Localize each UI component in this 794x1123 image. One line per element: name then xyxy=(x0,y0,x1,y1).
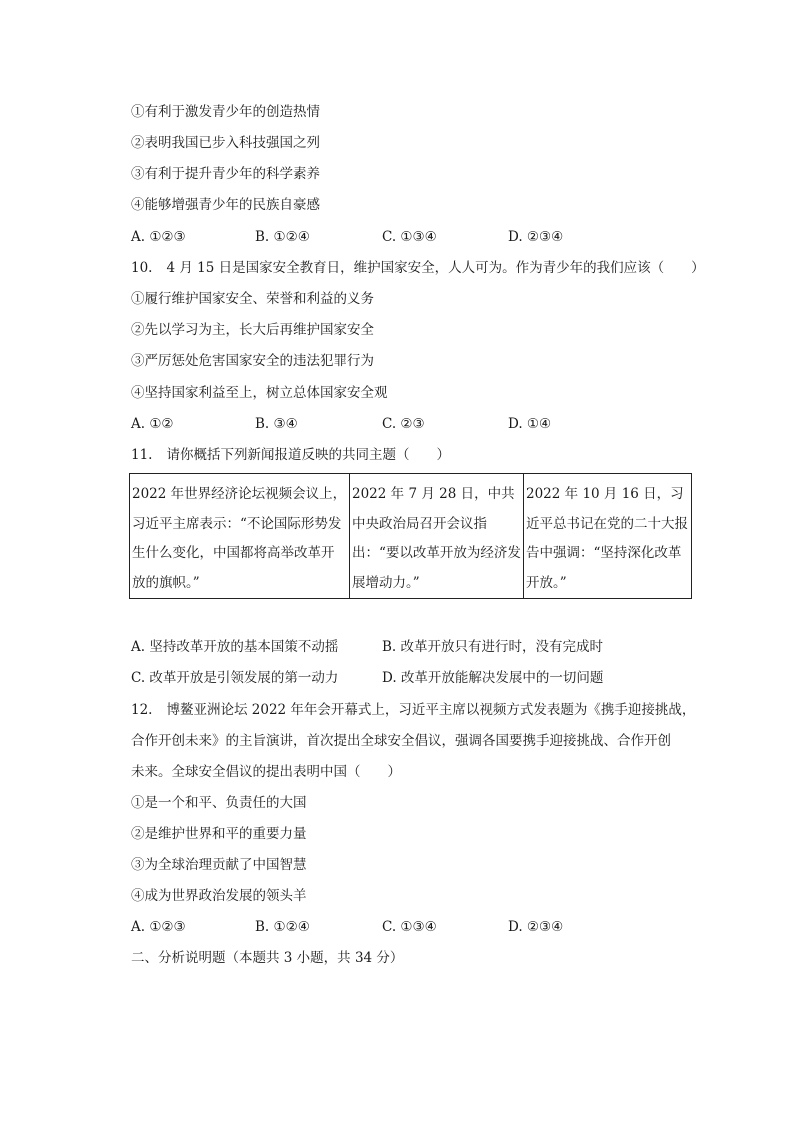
q11-stem xyxy=(131,446,450,464)
q9-option-c: C. ①③④ xyxy=(382,229,437,245)
q10-number: 10. xyxy=(131,260,153,276)
q12-stem-line-1 xyxy=(131,701,695,719)
q10-option-c: C. ②③ xyxy=(382,416,425,432)
q10-options xyxy=(131,415,691,433)
q11-option-b: B. 改革开放只有进行时，没有完成时 xyxy=(382,639,604,655)
q9-options xyxy=(131,228,691,246)
q10-option-b: B. ③④ xyxy=(255,416,298,432)
q11-stem-text: 请你概括下列新闻报道反映的共同主题（ ） xyxy=(166,447,450,463)
q12-option-d: D. ②③④ xyxy=(508,919,564,935)
q10-statement-3: ③严厉惩处危害国家安全的违法犯罪行为 xyxy=(131,353,374,369)
q9-statement-1: ①有利于激发青少年的创造热情 xyxy=(131,104,320,120)
q11-option-c: C. 改革开放是引领发展的第一动力 xyxy=(131,670,339,686)
q12-option-b: B. ①②④ xyxy=(255,919,310,935)
q12-statement-3: ③为全球治理贡献了中国智慧 xyxy=(131,857,307,873)
q9-statement-3: ③有利于提升青少年的科学素养 xyxy=(131,166,320,182)
news-cell-3: 2022 年 10 月 16 日，习近平总书记在党的二十大报告中强调：“坚持深化改革开放。” xyxy=(524,474,692,599)
q12-option-c: C. ①③④ xyxy=(382,919,437,935)
q10-statement-2: ②先以学习为主，长大后再维护国家安全 xyxy=(131,322,374,338)
q10-stem xyxy=(131,259,705,277)
q11-option-d: D. 改革开放能解决发展中的一切问题 xyxy=(382,670,604,686)
q10-option-a: A. ①② xyxy=(131,416,174,432)
q10-statement-4: ④坚持国家利益至上，树立总体国家安全观 xyxy=(131,385,388,401)
q10-statement-1: ①履行维护国家安全、荣誉和利益的义务 xyxy=(131,291,374,307)
q9-statement-4: ④能够增强青少年的民族自豪感 xyxy=(131,197,320,213)
q12-options xyxy=(131,918,691,936)
q12-stem-line-2: 合作开创未来》的主旨演讲，首次提出全球安全倡议，强调各国要携手迎接挑战、合作开创 xyxy=(131,733,671,749)
section-2-heading: 二、分析说明题（本题共 3 小题，共 34 分） xyxy=(131,950,404,966)
q11-number: 11. xyxy=(131,447,153,463)
q12-number: 12. xyxy=(131,702,153,718)
q9-option-b: B. ①②④ xyxy=(255,229,310,245)
q11-option-a: A. 坚持改革开放的基本国策不动摇 xyxy=(131,639,339,655)
q12-stem-line-3: 未来。全球安全倡议的提出表明中国（ ） xyxy=(131,764,401,780)
news-table xyxy=(129,473,692,599)
q12-option-a: A. ①②③ xyxy=(131,919,186,935)
q11-options-row2 xyxy=(131,669,691,687)
q9-option-d: D. ②③④ xyxy=(508,229,564,245)
news-table-row xyxy=(130,474,692,599)
q10-option-d: D. ①④ xyxy=(508,416,552,432)
q9-option-a: A. ①②③ xyxy=(131,229,186,245)
q12-statement-2: ②是维护世界和平的重要力量 xyxy=(131,826,307,842)
q11-options-row1 xyxy=(131,638,691,656)
news-cell-2: 2022 年 7 月 28 日，中共中央政治局召开会议指出：“要以改革开放为经济发展增动力。” xyxy=(350,474,524,599)
q9-statement-2: ②表明我国已步入科技强国之列 xyxy=(131,135,320,151)
q12-statement-1: ①是一个和平、负责任的大国 xyxy=(131,795,307,811)
news-cell-1: 2022 年世界经济论坛视频会议上，习近平主席表示：“不论国际形势发生什么变化，中国都将高举改革开放的旗帜。” xyxy=(130,474,350,599)
q12-statement-4: ④成为世界政治发展的领头羊 xyxy=(131,888,307,904)
q12-stem-text-1: 博鳌亚洲论坛 2022 年年会开幕式上，习近平主席以视频方式发表题为《携手迎接挑战， xyxy=(166,702,696,718)
q10-stem-text: 4 月 15 日是国家安全教育日，维护国家安全，人人可为。作为青少年的我们应该（ ） xyxy=(166,260,705,276)
